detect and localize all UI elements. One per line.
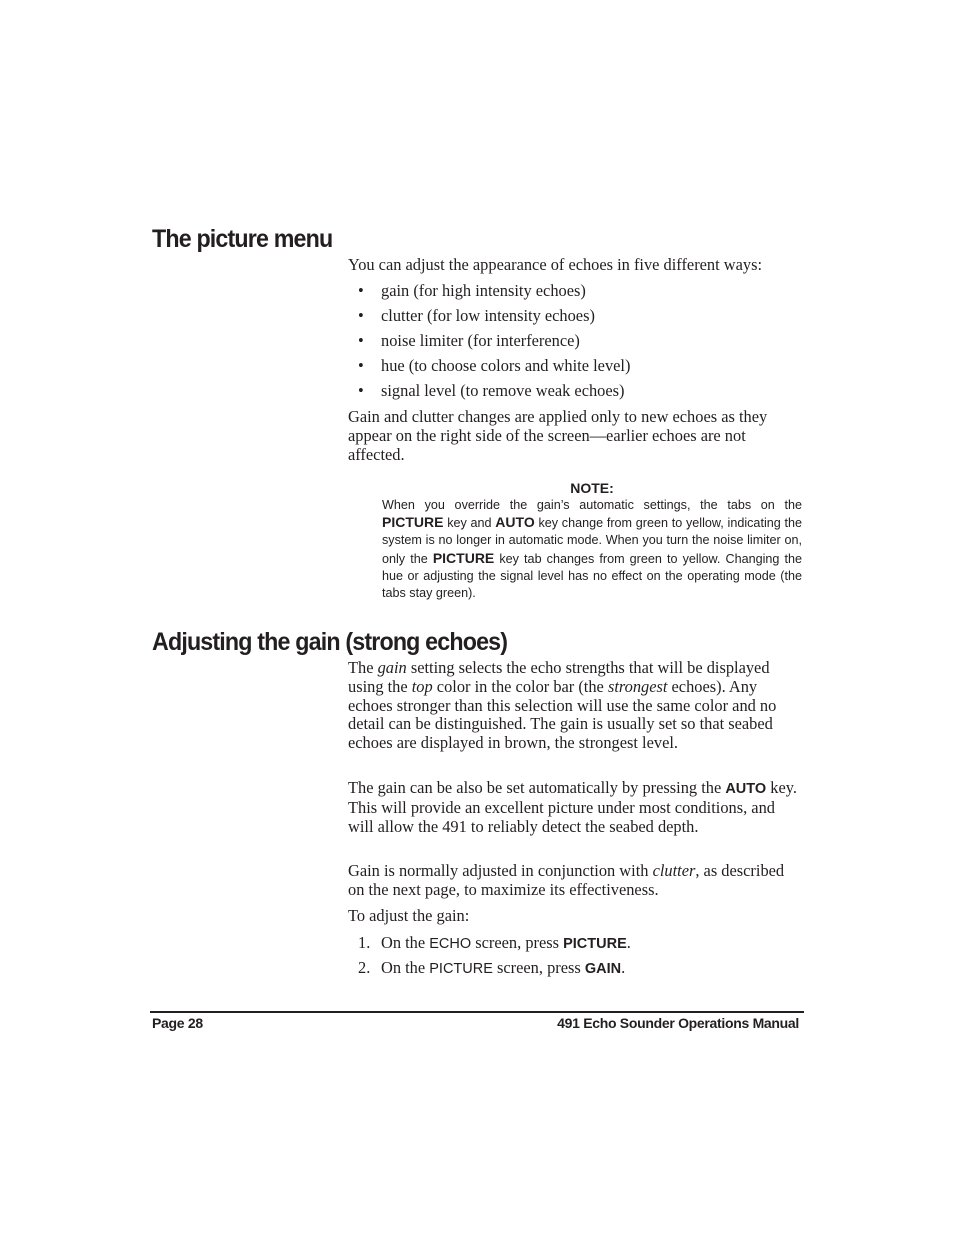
text-run: Gain is normally adjusted in conjunction with bbox=[348, 861, 653, 880]
screen-name: ECHO bbox=[429, 936, 472, 952]
text-run: On the bbox=[381, 958, 430, 977]
clutter-paragraph bbox=[348, 862, 788, 900]
footer-rule bbox=[150, 1011, 804, 1013]
text-run: The bbox=[348, 658, 378, 677]
page-number: Page 28 bbox=[152, 1015, 203, 1031]
note-text: key tab changes from green to yellow. Changing the hue or adjusting the signal level has no effect on the operating mode (the tabs stay green). bbox=[382, 551, 802, 601]
bullet-mark: • bbox=[358, 381, 364, 400]
picture-key-label: PICTURE bbox=[382, 514, 444, 531]
auto-gain-paragraph bbox=[348, 779, 804, 836]
text-run: . bbox=[621, 958, 626, 977]
step-number: 1. bbox=[358, 933, 371, 952]
emphasis-top: top bbox=[411, 676, 433, 696]
list-item-text: signal level (to remove weak echoes) bbox=[381, 381, 625, 400]
note-body bbox=[382, 497, 802, 602]
auto-key-label: AUTO bbox=[725, 781, 767, 797]
auto-key-label: AUTO bbox=[495, 514, 535, 531]
list-item-text: clutter (for low intensity echoes) bbox=[381, 306, 595, 325]
text-run: , as described on the next page, to maximize its effectiveness. bbox=[348, 861, 785, 899]
emphasis-gain: gain bbox=[377, 658, 407, 677]
bullet-mark: • bbox=[358, 281, 364, 300]
text-run: screen, press bbox=[492, 958, 585, 977]
key-name: GAIN bbox=[584, 961, 622, 977]
picture-key-label: PICTURE bbox=[432, 549, 495, 566]
step-number: 2. bbox=[358, 958, 371, 977]
note-title: NOTE: bbox=[570, 480, 614, 496]
section-title-picture-menu: The picture menu bbox=[152, 225, 333, 253]
manual-title: 491 Echo Sounder Operations Manual bbox=[557, 1015, 799, 1031]
emphasis-strongest: strongest bbox=[607, 676, 668, 696]
text-run: key. This will provide an excellent picture under most conditions, and will allow the 491 to reliably detect the seabed depth. bbox=[348, 778, 797, 836]
step-text bbox=[381, 934, 631, 954]
gain-description-paragraph bbox=[348, 659, 798, 753]
note-text: key change from green to yellow, indicating the system is no longer in automatic mode. When you turn the noise limiter on, only the bbox=[382, 516, 802, 566]
text-run: The gain can be also be set automatically by pressing the bbox=[348, 778, 726, 797]
note-text: key and bbox=[443, 516, 496, 531]
note-text: When you override the gain’s automatic settings, the tabs on the bbox=[382, 498, 802, 512]
screen-name: PICTURE bbox=[429, 961, 493, 977]
text-run: screen, press bbox=[471, 933, 564, 952]
bullet-mark: • bbox=[358, 331, 364, 350]
step-text bbox=[381, 959, 625, 979]
steps-intro: To adjust the gain: bbox=[348, 906, 470, 925]
text-run: echoes). Any echoes stronger than this selection will use the same color and no detail can be distinguished. The gain is usually set so that seabed echoes are displayed in brown, the strongest level. bbox=[348, 676, 777, 753]
list-item-text: hue (to choose colors and white level) bbox=[381, 356, 631, 375]
section-title-adjusting-gain: Adjusting the gain (strong echoes) bbox=[152, 628, 508, 656]
text-run: On the bbox=[381, 933, 430, 952]
key-name: PICTURE bbox=[563, 936, 627, 952]
text-run: . bbox=[626, 933, 631, 952]
text-run: color in the color bar (the bbox=[432, 676, 608, 696]
intro-text: You can adjust the appearance of echoes in five different ways: bbox=[348, 255, 763, 274]
text-run: setting selects the echo strengths that will be displayed using the bbox=[348, 658, 770, 696]
bullet-mark: • bbox=[358, 356, 364, 375]
emphasis-clutter: clutter bbox=[652, 861, 696, 880]
bullet-mark: • bbox=[358, 306, 364, 325]
gain-clutter-paragraph: Gain and clutter changes are applied only to new echoes as they appear on the right side of the screen—earlier echoes are not affected. bbox=[348, 407, 768, 464]
list-item-text: gain (for high intensity echoes) bbox=[381, 281, 586, 300]
list-item-text: noise limiter (for interference) bbox=[381, 331, 580, 350]
